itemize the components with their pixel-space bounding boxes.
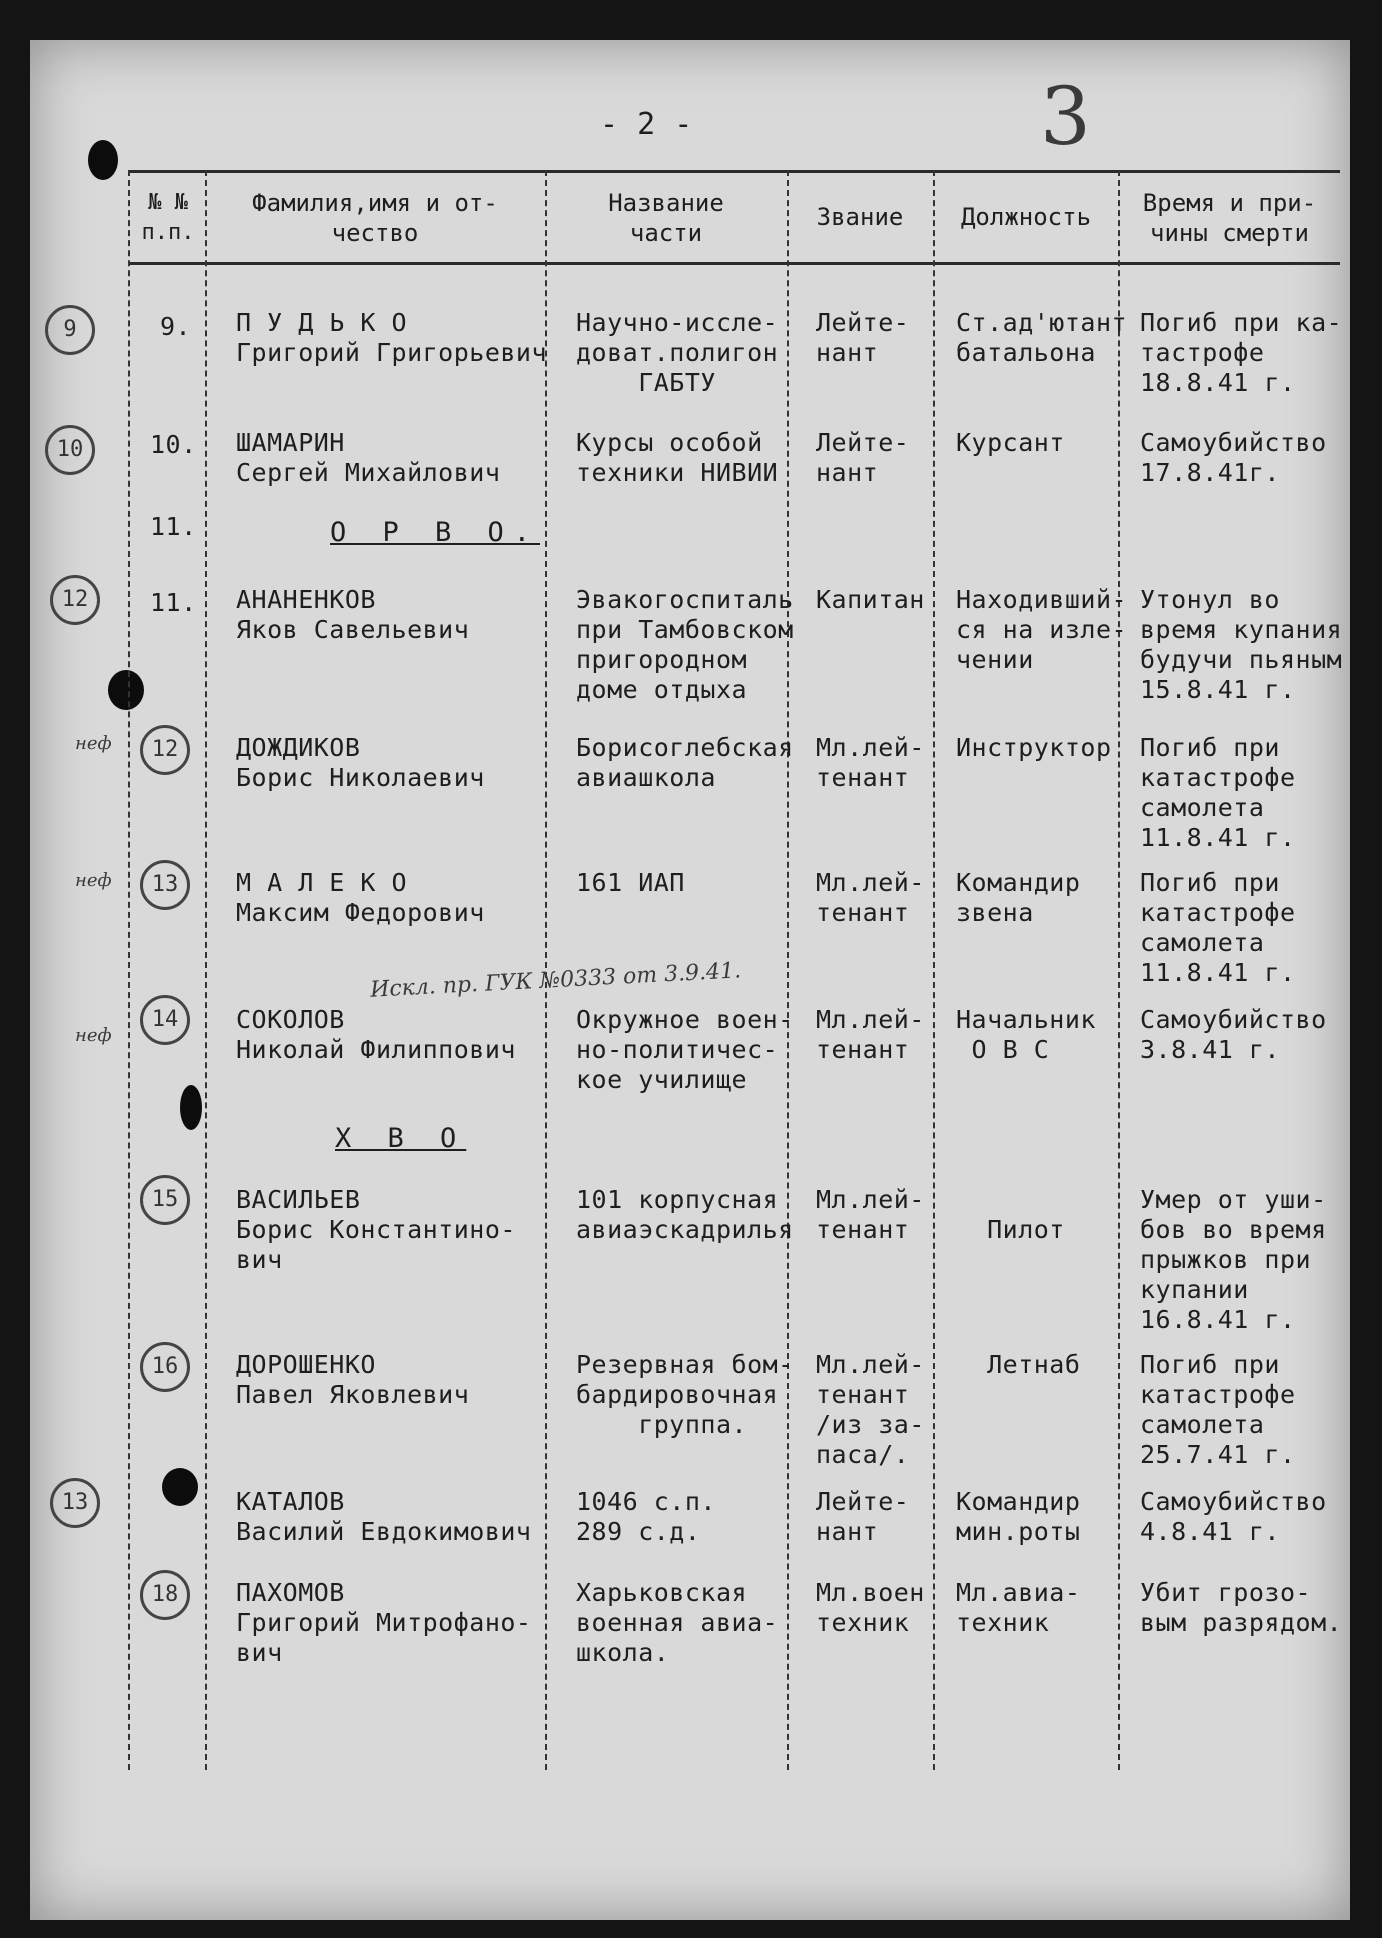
- section-heading-hvo: Х В О: [335, 1123, 467, 1154]
- row-unit: Окружное воен- но-политичес- кое училище: [576, 1005, 794, 1094]
- col-divider: [933, 170, 935, 1770]
- row-post: Мл.авиа- техник: [956, 1578, 1081, 1637]
- col-header-name: Фамилия,имя и от- чество: [252, 189, 498, 247]
- row-death: Погиб при катастрофе самолета 11.8.41 г.: [1140, 868, 1296, 987]
- row-rank: Капитан: [816, 585, 925, 614]
- row-post: Пилот: [987, 1215, 1065, 1244]
- handwritten-annotation: Искл. пр. ГУК №0333 от 3.9.41.: [369, 958, 742, 1003]
- row-unit: Борисоглебская авиашкола: [576, 733, 794, 792]
- row-name: ДОЖДИКОВ Борис Николаевич: [236, 733, 485, 792]
- row-name: СОКОЛОВ Николай Филиппович: [236, 1005, 516, 1064]
- row-name: ДОРОШЕНКО Павел Яковлевич: [236, 1350, 470, 1409]
- folio-number: 3: [1040, 70, 1091, 163]
- row-name: ШАМАРИН Сергей Михайлович: [236, 428, 501, 487]
- row-post: Летнаб: [956, 1350, 1081, 1379]
- row-rank: Мл.лей- тенант: [816, 733, 925, 792]
- row-post: Ст.ад'ютант батальона: [956, 308, 1128, 367]
- margin-circle: 13: [50, 1478, 100, 1528]
- table-header-rule: [128, 262, 1340, 265]
- margin-circle: 16: [140, 1342, 190, 1392]
- col-divider: [128, 170, 130, 1770]
- row-unit: 1046 с.п. 289 с.д.: [576, 1487, 716, 1546]
- row-name: П У Д Ь К О Григорий Григорьевич: [236, 308, 548, 367]
- margin-circle: 13: [140, 860, 190, 910]
- row-unit: Курсы особой техники НИВИИ: [576, 428, 779, 487]
- col-header-num: № № п.п.: [141, 190, 195, 245]
- row-name: АНАНЕНКОВ Яков Савельевич: [236, 585, 470, 644]
- row-death: Самоубийство 17.8.41г.: [1140, 428, 1327, 487]
- row-name: ВАСИЛЬЕВ Борис Константино- вич: [236, 1185, 516, 1274]
- punch-hole: [108, 670, 144, 710]
- row-rank: Лейте- нант: [816, 308, 910, 367]
- punch-hole: [162, 1468, 198, 1506]
- row-rank: Мл.лей- тенант: [816, 1185, 925, 1244]
- row-death: Утонул во время купания будучи пьяным 15.8.41 г.: [1140, 585, 1343, 704]
- row-post: Находивший- ся на изле- чении: [956, 585, 1128, 674]
- margin-circle: 12: [50, 575, 100, 625]
- row-death: Погиб при катастрофе самолета 25.7.41 г.: [1140, 1350, 1296, 1469]
- margin-note: неф: [75, 870, 112, 891]
- row-post: Командир звена: [956, 868, 1081, 927]
- row-post: Курсант: [956, 428, 1065, 457]
- row-death: Погиб при катастрофе самолета 11.8.41 г.: [1140, 733, 1296, 852]
- row-rank: Лейте- нант: [816, 428, 910, 487]
- page-number: - 2 -: [600, 107, 693, 142]
- row-death: Убит грозо- вым разрядом.: [1140, 1578, 1343, 1637]
- margin-circle: 14: [140, 995, 190, 1045]
- row-unit: Резервная бом- бардировочная группа.: [576, 1350, 794, 1439]
- punch-hole: [180, 1085, 202, 1130]
- col-divider: [787, 170, 789, 1770]
- margin-circle: 9: [45, 305, 95, 355]
- row-unit: Харьковская военная авиа- школа.: [576, 1578, 779, 1667]
- row-num: 10.: [150, 430, 197, 459]
- row-name: М А Л Е К О Максим Федорович: [236, 868, 485, 927]
- row-post: Начальник О В С: [956, 1005, 1096, 1064]
- col-header-unit: Название части: [608, 189, 724, 247]
- row-post: Инструктор: [956, 733, 1112, 762]
- row-rank: Мл.лей- тенант /из за- паса/.: [816, 1350, 925, 1469]
- table-top-rule: [128, 170, 1340, 173]
- row-unit: Эвакогоспиталь при Тамбовском пригородном доме отдыха: [576, 585, 794, 704]
- margin-note: неф: [75, 1025, 112, 1046]
- row-unit: 101 корпусная авиаэскадрилья: [576, 1185, 794, 1244]
- row-death: Самоубийство 4.8.41 г.: [1140, 1487, 1327, 1546]
- col-header-post: Должность: [960, 203, 1092, 231]
- row-death: Погиб при ка- тастрофе 18.8.41 г.: [1140, 308, 1343, 397]
- col-header-rank: Звание: [816, 203, 904, 231]
- row-num: 11.: [150, 588, 197, 617]
- col-header-death: Время и при- чины смерти: [1142, 189, 1317, 247]
- col-divider: [1118, 170, 1120, 1770]
- margin-circle: 10: [45, 425, 95, 475]
- col-divider: [205, 170, 207, 1770]
- stray-number: 11.: [150, 512, 197, 541]
- margin-note: неф: [75, 733, 112, 754]
- row-death: Самоубийство 3.8.41 г.: [1140, 1005, 1327, 1064]
- row-name: ПАХОМОВ Григорий Митрофано- вич: [236, 1578, 532, 1667]
- row-unit: 161 ИАП: [576, 868, 685, 897]
- row-name: КАТАЛОВ Василий Евдокимович: [236, 1487, 532, 1546]
- row-unit: Научно-иссле- доват.полигон ГАБТУ: [576, 308, 779, 397]
- row-rank: Мл.лей- тенант: [816, 1005, 925, 1064]
- row-num: 9.: [160, 312, 192, 341]
- margin-circle: 15: [140, 1175, 190, 1225]
- row-rank: Лейте- нант: [816, 1487, 910, 1546]
- margin-circle: 12: [140, 725, 190, 775]
- margin-circle: 18: [140, 1570, 190, 1620]
- section-heading-orvo: О Р В О.: [330, 517, 541, 548]
- row-post: Командир мин.роты: [956, 1487, 1081, 1546]
- row-rank: Мл.воен техник: [816, 1578, 925, 1637]
- row-death: Умер от уши- бов во время прыжков при купании 16.8.41 г.: [1140, 1185, 1327, 1334]
- row-rank: Мл.лей- тенант: [816, 868, 925, 927]
- punch-hole: [88, 140, 118, 180]
